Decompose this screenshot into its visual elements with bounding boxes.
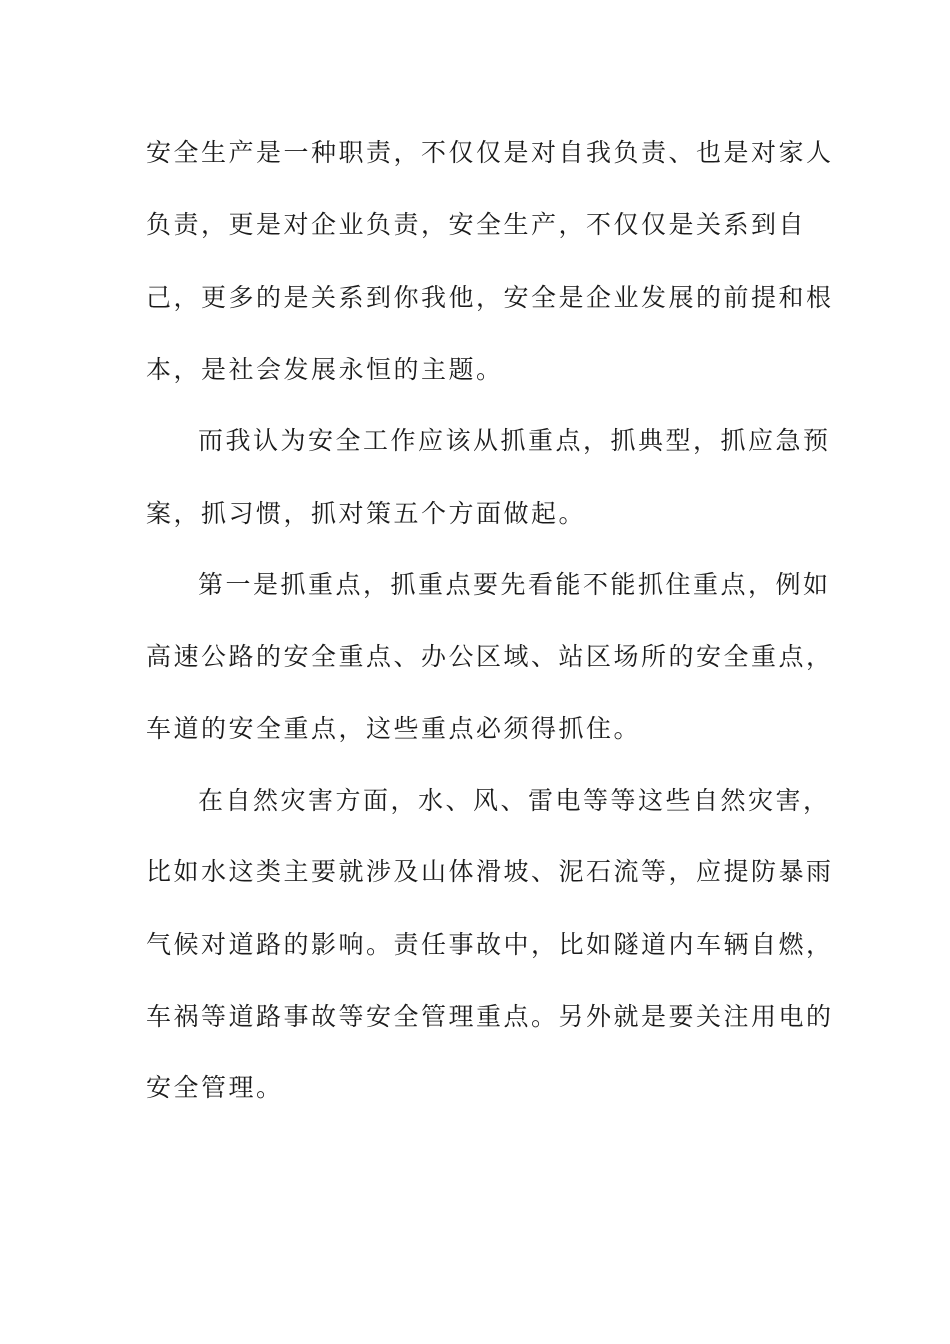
- text-line: 气候对道路的影响。责任事故中，比如隧道内车辆自燃，: [146, 930, 834, 959]
- text-line: 己，更多的是关系到你我他，安全是企业发展的前提和根: [146, 283, 834, 312]
- paragraph-start-line: 而我认为安全工作应该从抓重点，抓典型，抓应急预: [198, 426, 831, 455]
- text-line: 本，是社会发展永恒的主题。: [146, 355, 504, 384]
- text-line: 比如水这类主要就涉及山体滑坡、泥石流等，应提防暴雨: [146, 857, 834, 886]
- paragraph-start-line: 第一是抓重点，抓重点要先看能不能抓住重点，例如: [198, 570, 831, 599]
- text-line: 安全生产是一种职责，不仅仅是对自我负责、也是对家人: [146, 138, 834, 167]
- text-line: 高速公路的安全重点、办公区域、站区场所的安全重点，: [146, 642, 834, 671]
- text-line: 负责，更是对企业负责，安全生产，不仅仅是关系到自: [146, 210, 807, 239]
- text-line: 车道的安全重点，这些重点必须得抓住。: [146, 714, 642, 743]
- paragraph-start-line: 在自然灾害方面，水、风、雷电等等这些自然灾害，: [198, 786, 831, 815]
- text-line: 安全管理。: [146, 1073, 284, 1102]
- text-line: 案，抓习惯，抓对策五个方面做起。: [146, 499, 587, 528]
- text-line: 车祸等道路事故等安全管理重点。另外就是要关注用电的: [146, 1002, 834, 1031]
